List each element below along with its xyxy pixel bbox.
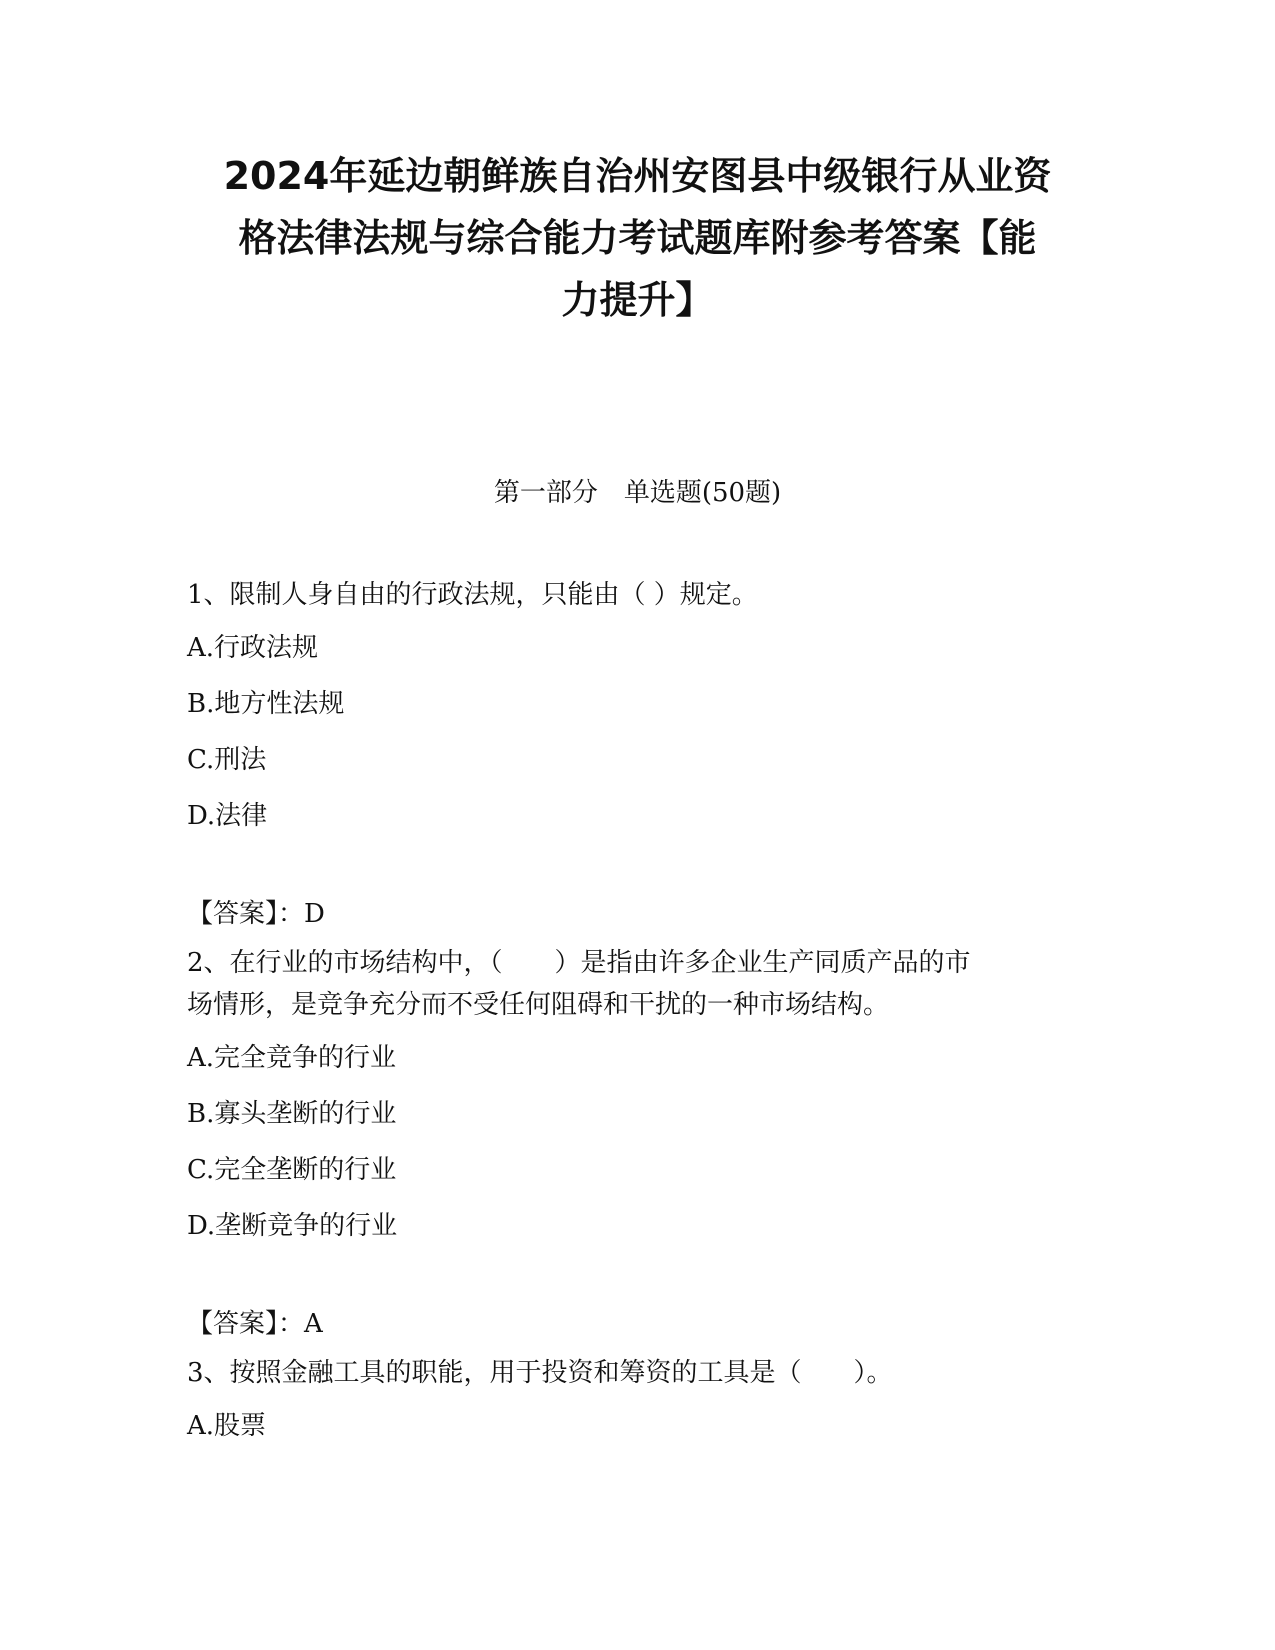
option-b: B.寡头垄断的行业 [187, 1099, 397, 1129]
option-a: A.完全竞争的行业 [187, 1043, 397, 1073]
question-stem [187, 574, 1087, 616]
title-line: 2024年延边朝鲜族自治州安图县中级银行从业资 [223, 154, 1052, 198]
question-list [187, 574, 1087, 1444]
question-stem-line: 场情形，是竞争充分而不受任何阻碍和干扰的一种市场结构。 [187, 990, 890, 1020]
title-line: 力提升】 [561, 278, 714, 322]
option-c: C.刑法 [187, 745, 267, 775]
option-d: D.法律 [187, 801, 268, 831]
option-b: B.地方性法规 [187, 689, 345, 719]
option-a: A.股票 [187, 1411, 267, 1441]
question-item [187, 942, 1087, 1342]
option-d: D.垄断竞争的行业 [187, 1211, 398, 1241]
question-stem-line: 1、限制人身自由的行政法规，只能由（ ）规定。 [187, 580, 758, 610]
question-item [187, 574, 1087, 932]
document-title [150, 145, 1125, 331]
question-stem-line: 2、在行业的市场结构中，（ ）是指由许多企业生产同质产品的市 [187, 948, 971, 978]
title-line: 格法律法规与综合能力考试题库附参考答案【能 [238, 216, 1037, 260]
question-stem-line: 3、按照金融工具的职能，用于投资和筹资的工具是（ ）。 [187, 1358, 893, 1388]
question-stem [187, 1352, 1087, 1394]
answer-label: 【答案】：D [187, 899, 325, 929]
question-item [187, 1352, 1087, 1444]
question-stem [187, 942, 1087, 1026]
option-c: C.完全垄断的行业 [187, 1155, 397, 1185]
option-a: A.行政法规 [187, 633, 319, 663]
section-heading: 第一部分 单选题(50题) [493, 478, 782, 508]
answer-label: 【答案】：A [187, 1309, 323, 1339]
